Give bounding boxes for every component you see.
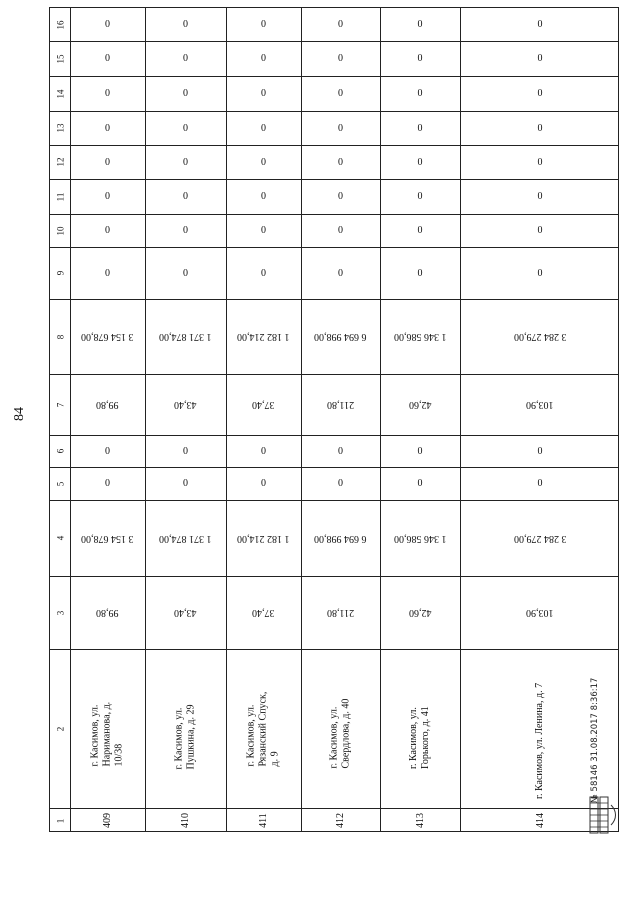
address-cell: г. Касимов, ул. Горького, д. 41 [408,705,431,769]
value-cell: 0 [261,19,266,30]
value-cell: 0 [537,53,543,64]
value-cell: 0 [183,267,188,279]
value-cell: 1 371 874,00 [159,532,212,544]
value-cell: 0 [183,156,188,168]
value-cell: 0 [183,122,188,134]
value-cell: 3 284 279,00 [513,532,567,544]
column-number-7: 7 [55,402,65,407]
value-cell: 0 [417,88,423,99]
column-number-16: 16 [55,20,65,29]
row-number-cell: 412 [335,813,346,828]
value-cell: 0 [417,53,423,64]
column-number-6: 6 [55,448,65,454]
value-cell: 0 [183,445,188,457]
value-cell: 1 182 214,00 [237,331,290,342]
stamp-logo-icon [587,795,619,835]
value-cell: 43,40 [174,399,197,410]
value-cell: 0 [338,88,343,99]
value-cell: 0 [338,478,343,489]
row-number-cell: 410 [180,813,191,828]
value-cell: 1 182 214,00 [237,532,290,544]
value-cell: 211,80 [326,607,355,618]
value-cell: 37,40 [252,399,275,410]
value-cell: 0 [537,122,543,134]
value-cell: 0 [338,156,343,168]
value-cell: 0 [105,445,110,457]
column-number-8: 8 [55,334,65,339]
value-cell: 42,60 [408,399,432,410]
value-cell: 0 [261,191,266,202]
value-cell: 99,80 [96,607,119,618]
value-cell: 0 [261,53,266,64]
column-number-2: 2 [55,726,65,731]
value-cell: 0 [105,88,110,99]
value-cell: 211,80 [326,399,355,410]
value-cell: 0 [105,156,110,168]
value-cell: 0 [417,225,423,236]
value-cell: 0 [537,19,543,30]
value-cell: 6 694 998,00 [314,532,367,544]
value-cell: 0 [261,122,266,134]
value-cell: 0 [338,225,343,236]
value-cell: 0 [105,478,110,489]
value-cell: 0 [261,478,266,489]
value-cell: 1 371 874,00 [159,331,212,342]
column-number-14: 14 [55,89,65,98]
value-cell: 0 [183,478,188,489]
value-cell: 0 [105,53,110,64]
column-number-9: 9 [55,270,65,276]
value-cell: 0 [537,191,543,202]
value-cell: 99,80 [96,399,119,410]
value-cell: 0 [537,478,543,489]
value-cell: 0 [261,88,266,99]
value-cell: 103,90 [526,607,554,618]
value-cell: 0 [417,19,423,30]
value-cell: 0 [338,191,343,202]
value-cell: 0 [338,53,343,64]
value-cell: 3 154 678,00 [81,331,134,342]
value-cell: 0 [537,88,543,99]
value-cell: 0 [105,122,110,134]
value-cell: 0 [183,19,188,30]
value-cell: 0 [537,225,543,236]
value-cell: 0 [261,225,266,236]
value-cell: 0 [537,267,543,279]
value-cell: 0 [105,191,110,202]
value-cell: 0 [183,88,188,99]
address-cell: г. Касимов, ул. Нариманова, д. 10/38 [89,701,125,766]
value-cell: 3 154 678,00 [81,532,134,544]
value-cell: 0 [417,191,423,202]
value-cell: 0 [183,53,188,64]
value-cell: 0 [261,156,266,168]
value-cell: 0 [417,122,423,134]
page-number: 84 [12,407,27,421]
value-cell: 0 [338,122,343,134]
value-cell: 0 [537,156,543,168]
value-cell: 0 [105,267,110,279]
column-number-1: 1 [55,818,65,823]
address-cell: г. Касимов, ул. Свердлова, д. 40 [328,698,352,768]
row-number-cell: 411 [257,813,269,828]
value-cell: 0 [183,225,188,236]
column-number-12: 12 [55,157,65,167]
value-cell: 0 [261,267,266,279]
value-cell: 0 [338,445,343,457]
value-cell: 1 346 586,00 [393,532,447,544]
column-number-4: 4 [55,535,65,541]
value-cell: 0 [338,19,343,30]
value-cell: 0 [417,267,423,279]
address-cell: г. Касимов, ул. Ленина, д. 7 [534,682,545,799]
value-cell: 0 [338,267,343,279]
value-cell: 37,40 [252,607,275,618]
value-cell: 6 694 998,00 [314,331,367,342]
value-cell: 42,60 [408,607,432,618]
address-cell: г. Касимов, ул. Рязанский Спуск, д. 9 [245,691,281,766]
value-cell: 0 [183,191,188,202]
registration-stamp [583,620,623,830]
address-cell: г. Касимов, ул. Пушкина, д. 29 [173,703,197,769]
value-cell: 0 [417,445,423,457]
column-number-5: 5 [55,481,65,486]
value-cell: 0 [417,156,423,168]
value-cell: 103,90 [526,399,554,410]
row-number-cell: 414 [534,813,546,828]
rotated-table [49,7,619,832]
value-cell: 0 [105,225,110,236]
value-cell: 43,40 [174,607,197,618]
row-number-cell: 413 [414,813,426,828]
value-cell: 0 [261,445,266,457]
value-cell: 0 [537,445,543,457]
column-number-15: 15 [55,54,65,63]
value-cell: 0 [417,478,423,489]
row-number-cell: 409 [102,813,113,828]
column-number-10: 10 [55,226,65,235]
value-cell: 0 [105,19,110,30]
column-number-13: 13 [55,123,65,133]
stamp-text: № 58146 31.08.2017 8:36:17 [590,677,600,803]
column-number-11: 11 [54,192,65,201]
column-number-3: 3 [55,610,65,615]
value-cell: 3 284 279,00 [513,331,567,342]
value-cell: 1 346 586,00 [393,331,447,342]
